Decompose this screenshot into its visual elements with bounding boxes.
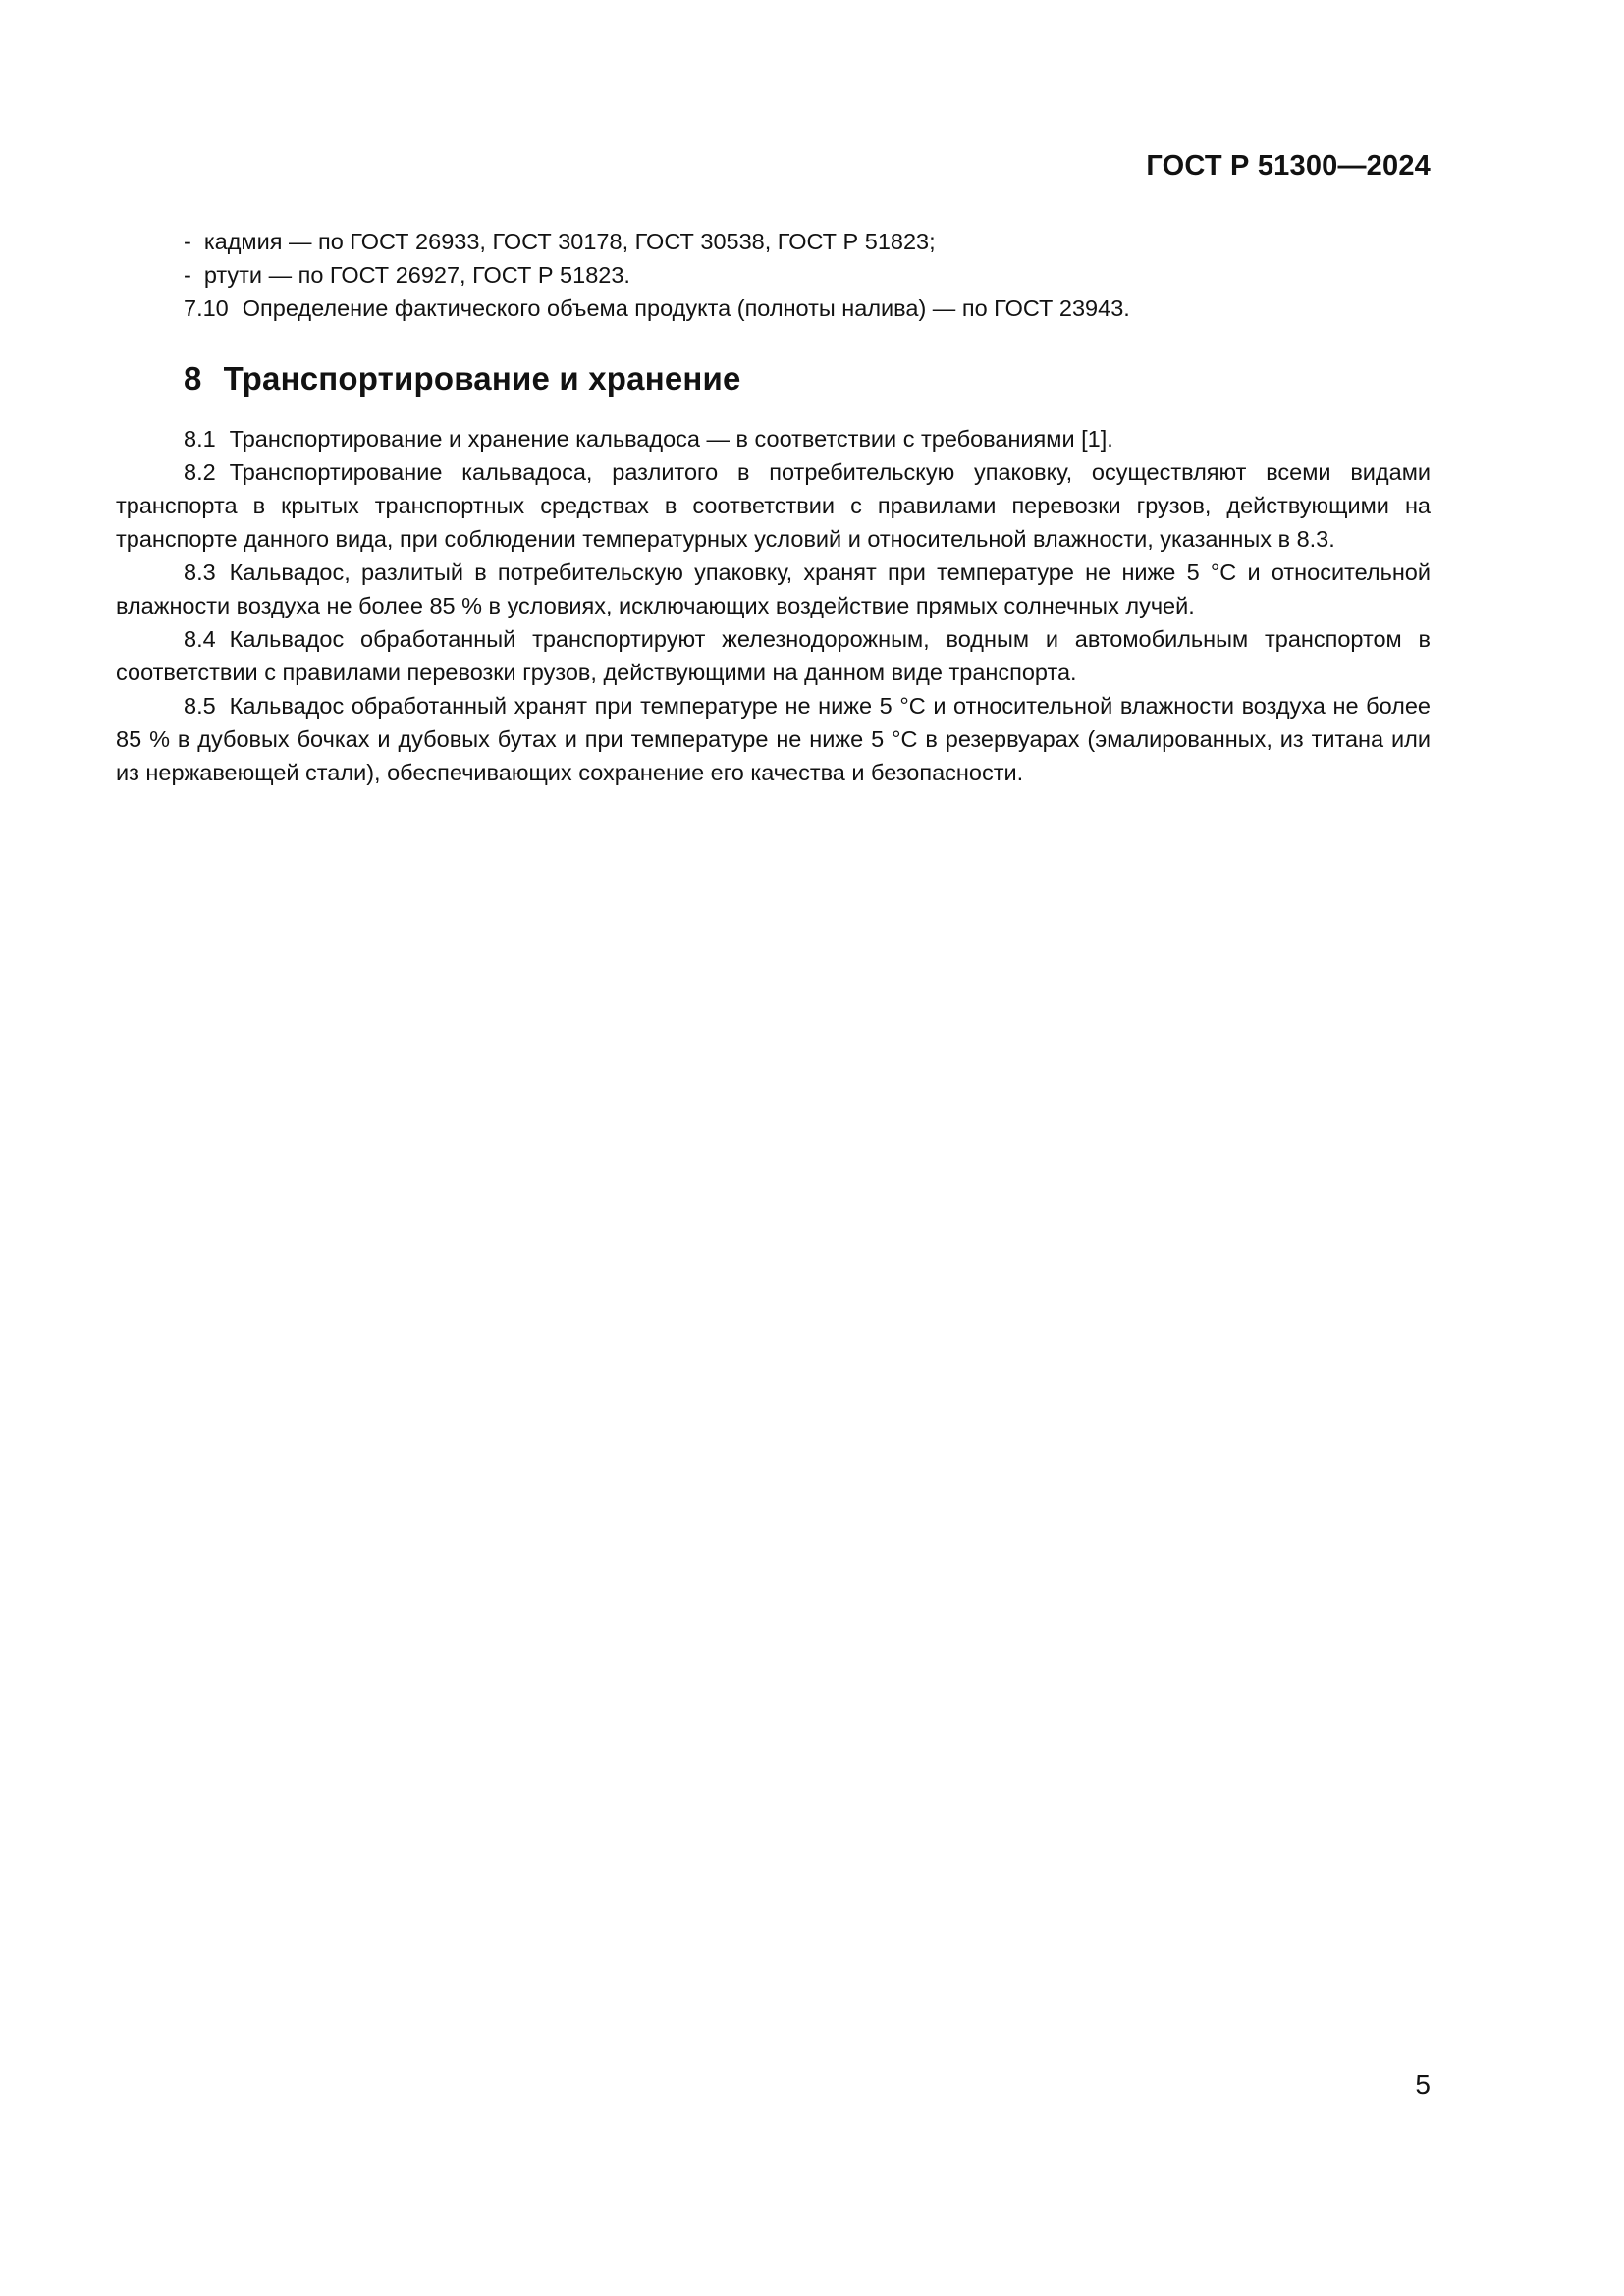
clause-8-5 — [116, 689, 1431, 789]
page-number: 5 — [1415, 2069, 1431, 2100]
clause-number: 7.10 — [184, 295, 229, 321]
clause-number: 8.1 — [184, 426, 216, 452]
list-dash: - — [184, 262, 191, 288]
clause-number: 8.5 — [184, 693, 216, 719]
section-8-heading — [116, 359, 1431, 399]
list-item-text: ртути — по ГОСТ 26927, ГОСТ Р 51823. — [203, 262, 630, 288]
section-title: Транспортирование и хранение — [223, 360, 741, 397]
clause-text: Определение фактического объема продукта (полноты налива) — по ГОСТ 23943. — [242, 295, 1130, 321]
list-dash: - — [184, 229, 191, 254]
clause-8-3 — [116, 556, 1431, 622]
clause-8-4 — [116, 622, 1431, 689]
clause-8-2 — [116, 455, 1431, 556]
clause-number: 8.4 — [184, 626, 216, 652]
clause-number: 8.3 — [184, 560, 216, 585]
clause-text: Транспортирование кальвадоса, разлитого в потребительскую упаковку, осуществляют всеми видами транспорта в крытых транспортных средствах в соответствии с правилами перевозки грузов, действующими на транспорте данного вида, при соблюдении температурных условий и относительной влажности, указанных в 8.3. — [116, 459, 1431, 552]
running-header-standard-number: ГОСТ Р 51300—2024 — [1146, 150, 1431, 182]
clause-text: Кальвадос обработанный хранят при температуре не ниже 5 °С и относительной влажности воздуха не более 85 % в дубовых бочках и дубовых бутах и при температуре не ниже 5 °С в резервуарах (эмалированных, из титана или из нержавеющей стали), обеспечивающих сохранение его качества и безопасности. — [116, 693, 1431, 785]
section-number: 8 — [184, 360, 202, 397]
page-content — [116, 225, 1431, 789]
clause-8-1 — [116, 422, 1431, 455]
list-item-text: кадмия — по ГОСТ 26933, ГОСТ 30178, ГОСТ 30538, ГОСТ Р 51823; — [203, 229, 936, 254]
clause-text: Кальвадос, разлитый в потребительскую упаковку, хранят при температуре не ниже 5 °С и относительной влажности воздуха не более 85 % в условиях, исключающих воздействие прямых солнечных лучей. — [116, 560, 1431, 618]
list-item — [116, 258, 1431, 292]
clause-text: Транспортирование и хранение кальвадоса — в соответствии с требованиями [1]. — [229, 426, 1113, 452]
clause-text: Кальвадос обработанный транспортируют железнодорожным, водным и автомобильным транспортом в соответствии с правилами перевозки грузов, действующими на данном виде транспорта. — [116, 626, 1431, 685]
clause-7-10 — [116, 292, 1431, 325]
clause-number: 8.2 — [184, 459, 216, 485]
list-item — [116, 225, 1431, 258]
